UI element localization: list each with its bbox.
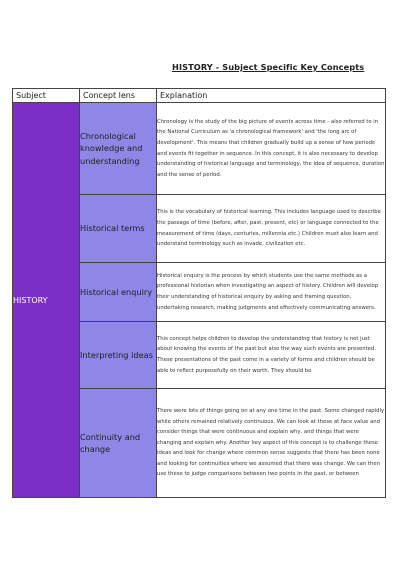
explanation-cell: Historical enquiry is the process by which students use the same methods as a professional historian when investigating an aspect of history. Children will develop their understanding of historical enquiry by asking and framing question, undertaking research, making judgments and effectively communicating answers.	[157, 263, 386, 322]
key-concepts-table	[12, 88, 386, 498]
header-explanation: Explanation	[157, 89, 386, 103]
subject-cell: HISTORY	[13, 103, 80, 498]
explanation-cell: This concept helps children to develop the understanding that history is not just about knowing the events of the past but also the way such events are presented. These presentations of the past come in a variety of forms and children should be able to reflect purposefully on their worth. They should be	[157, 322, 386, 389]
concept-cell: Chronological knowledge and understanding	[80, 103, 157, 195]
table-header-row	[13, 89, 386, 103]
explanation-cell: There were lots of things going on at any one time in the past. Some changed rapidly while others remained relatively continuous. We can look at these at face value and consider things that were continuous and explain why, and things that were changing and explain why. Another key aspect of this concept is to challenge these ideas and look for change where common sense suggests that there has been none and looking for continuities where we assumed that there was change. We can then use these to judge comparisons between two points in the past, or between	[157, 389, 386, 498]
concept-cell: Historical enquiry	[80, 263, 157, 322]
table-row	[13, 103, 386, 195]
document-title: HISTORY - Subject Specific Key Concepts	[172, 62, 365, 72]
explanation-cell: This is the vocabulary of historical learning. This includes language used to describe the passage of time (before, after, past, present, etc) or language connected to the measurement of time (days, centuries, millennia etc.) Children must also learn and understand terminology such as invade, civilization etc.	[157, 195, 386, 263]
header-concept: Concept lens	[80, 89, 157, 103]
explanation-cell: Chronology is the study of the big picture of events across time - also referred to in the National Curriculum as 'a chronological framework' and 'the long arc of development'. This means that children gradually build up a sense of how periods and events fit together in sequence. In this concept, it is also necessary to develop understanding of historical language and terminology, the idea of sequence, duration and the sense of period.	[157, 103, 386, 195]
concept-cell: Continuity and change	[80, 389, 157, 498]
concept-cell: Historical terms	[80, 195, 157, 263]
header-subject: Subject	[13, 89, 80, 103]
concept-cell: Interpreting ideas	[80, 322, 157, 389]
